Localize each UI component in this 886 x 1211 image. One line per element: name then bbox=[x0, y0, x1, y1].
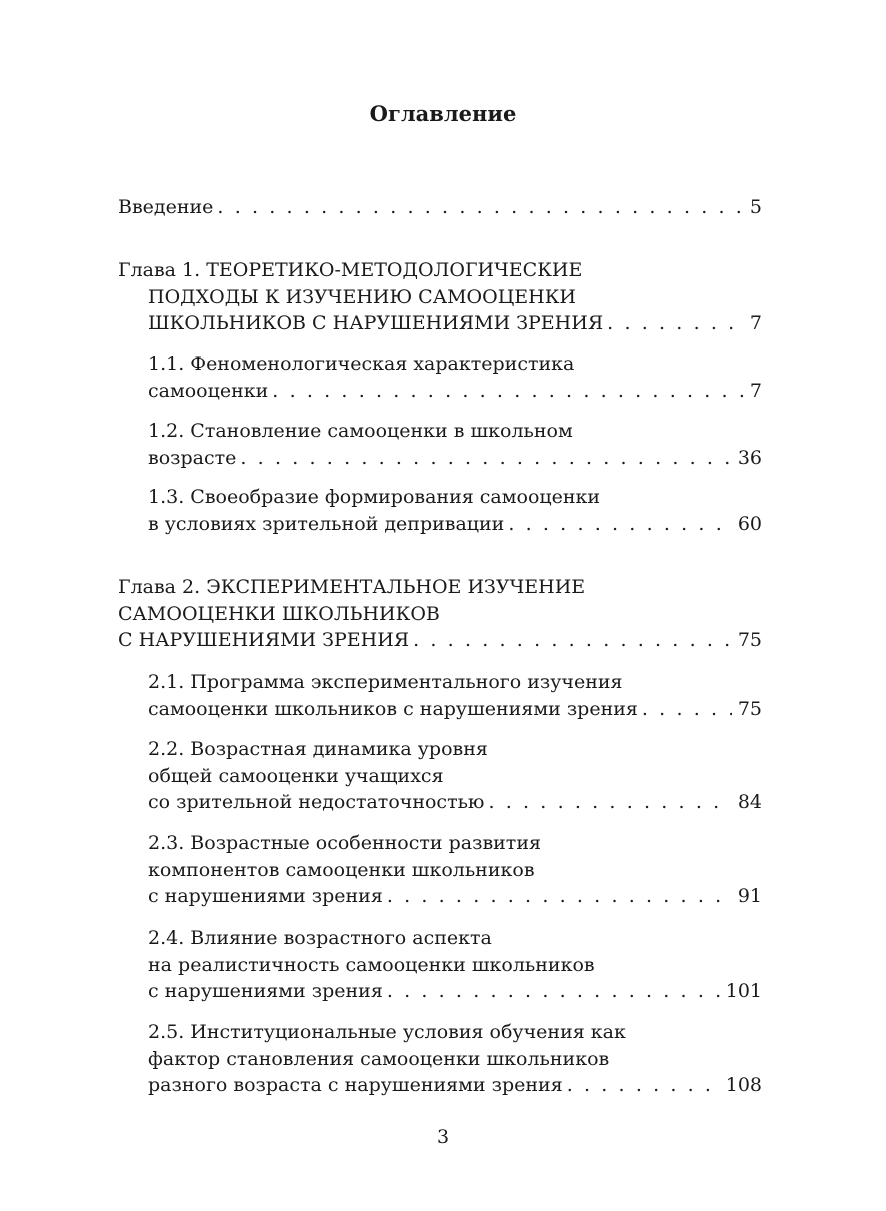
toc-page-number: 36 bbox=[737, 446, 762, 469]
toc-entry-title: 2.1. Программа экспериментального изучения bbox=[148, 671, 623, 693]
toc-entry-title: Введение bbox=[118, 196, 214, 218]
toc-page-number: 91 bbox=[737, 885, 762, 907]
dot-leader bbox=[217, 194, 743, 221]
dot-leader bbox=[272, 378, 744, 405]
toc-entry-section-2-3[interactable] bbox=[118, 830, 762, 910]
toc-entry-title: 1.1. Феноменологическая характеристика bbox=[148, 353, 575, 375]
toc-entry-section-2-2[interactable] bbox=[118, 736, 762, 816]
toc-entry-title: 1.3. Своеобразие формирования самооценки bbox=[148, 486, 601, 508]
toc-entry-section-2-5[interactable] bbox=[118, 1019, 762, 1099]
toc-page-number: 101 bbox=[725, 980, 762, 1002]
page-number-footer: 3 bbox=[436, 1126, 450, 1148]
toc-entry-title: со зрительной недостаточностью bbox=[148, 791, 485, 813]
toc-entry-title: в условиях зрительной депривации bbox=[148, 512, 505, 535]
dot-leader bbox=[642, 696, 732, 723]
dot-leader bbox=[387, 978, 720, 1005]
dot-leader bbox=[567, 1072, 720, 1099]
dot-leader bbox=[488, 789, 731, 816]
toc-entry-section-1-1[interactable] bbox=[118, 351, 762, 404]
toc-entry-title: возрасте bbox=[148, 446, 237, 469]
toc-entry-introduction[interactable] bbox=[118, 194, 762, 221]
toc-entry-chapter-2[interactable] bbox=[118, 574, 762, 654]
toc-entry-title: 1.2. Становление самооценки в школьном bbox=[148, 420, 573, 442]
toc-entry-title: Глава 2. ЭКСПЕРИМЕНТАЛЬНОЕ ИЗУЧЕНИЕ bbox=[118, 576, 586, 598]
dot-leader bbox=[508, 511, 731, 538]
toc-page-number: 75 bbox=[737, 629, 762, 651]
toc-page-number: 5 bbox=[749, 196, 762, 218]
toc-page-number: 60 bbox=[737, 512, 762, 535]
dot-leader bbox=[413, 627, 732, 654]
toc-entry-section-2-4[interactable] bbox=[118, 925, 762, 1005]
toc-entry-title: САМООЦЕНКИ ШКОЛЬНИКОВ bbox=[118, 602, 440, 625]
toc-entry-title: 2.3. Возрастные особенности развития bbox=[148, 832, 541, 854]
toc-entry-title: С НАРУШЕНИЯМИ ЗРЕНИЯ bbox=[118, 629, 410, 651]
toc-entry-chapter-1[interactable] bbox=[118, 257, 762, 337]
toc-entry-title: 2.4. Влияние возрастного аспекта bbox=[148, 927, 492, 949]
toc-entry-title: 2.5. Институциональные условия обучения как bbox=[148, 1021, 626, 1043]
dot-leader bbox=[607, 310, 744, 337]
toc-entry-section-2-1[interactable] bbox=[118, 669, 762, 722]
toc-entry-title: ПОДХОДЫ К ИЗУЧЕНИЮ САМООЦЕНКИ bbox=[148, 285, 576, 308]
toc-entry-section-1-3[interactable] bbox=[118, 484, 762, 537]
dot-leader bbox=[387, 883, 732, 910]
toc-page-number: 7 bbox=[749, 379, 762, 402]
toc-page-number: 108 bbox=[725, 1074, 762, 1096]
toc-entry-title: компонентов самооценки школьников bbox=[148, 858, 535, 881]
toc-entry-section-1-2[interactable] bbox=[118, 418, 762, 471]
toc-entry-title: с нарушениями зрения bbox=[148, 980, 383, 1002]
toc-entry-title: разного возраста с нарушениями зрения bbox=[148, 1074, 563, 1096]
toc-entry-title: ШКОЛЬНИКОВ С НАРУШЕНИЯМИ ЗРЕНИЯ bbox=[148, 312, 604, 334]
dot-leader bbox=[240, 445, 731, 472]
toc-entry-title: самооценки bbox=[148, 379, 269, 402]
toc-entry-title: Глава 1. ТЕОРЕТИКО-МЕТОДОЛОГИЧЕСКИЕ bbox=[118, 259, 583, 281]
page-title: Оглавление bbox=[369, 101, 517, 126]
toc-entry-title: фактор становления самооценки школьников bbox=[148, 1047, 610, 1070]
toc-entry-title: общей самооценки учащихся bbox=[148, 764, 444, 787]
toc-entry-title: самооценки школьников с нарушениями зрения bbox=[148, 697, 638, 720]
toc-entry-title: с нарушениями зрения bbox=[148, 885, 383, 907]
toc-page-number: 75 bbox=[737, 697, 762, 720]
toc-entry-title: 2.2. Возрастная динамика уровня bbox=[148, 738, 488, 760]
toc-page-number: 7 bbox=[749, 312, 762, 334]
toc-page-number: 84 bbox=[737, 791, 762, 813]
toc-entry-title: на реалистичность самооценки школьников bbox=[148, 953, 595, 976]
